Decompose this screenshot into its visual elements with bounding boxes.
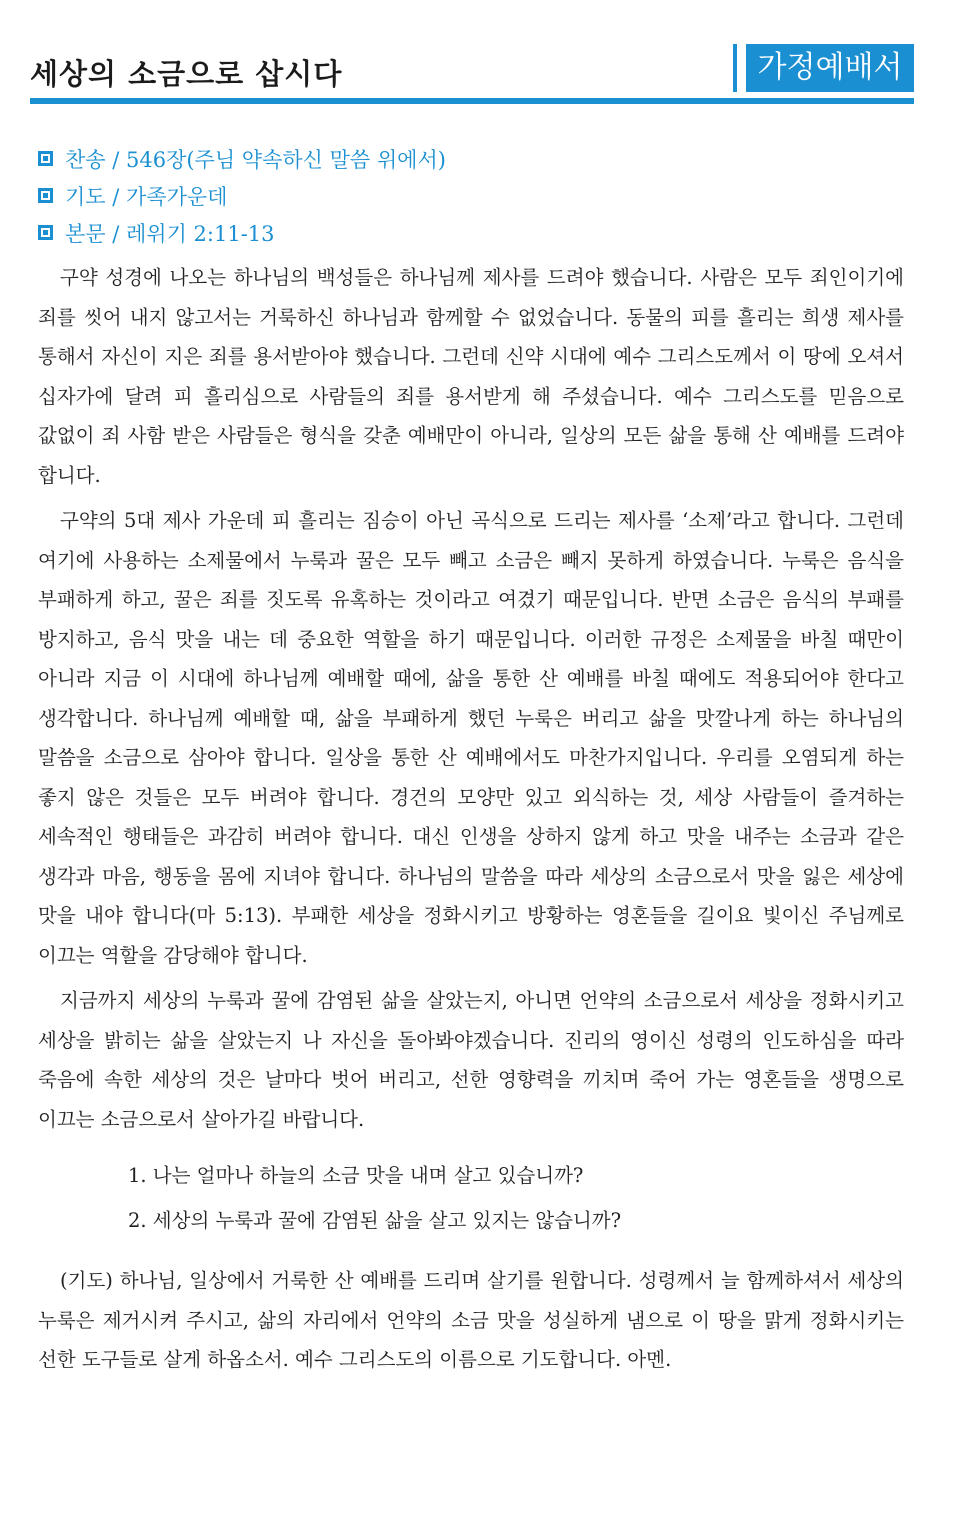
paragraph-1: 구약 성경에 나오는 하나님의 백성들은 하나님께 제사를 드려야 했습니다. 사람은 모두 죄인이기에 죄를 씻어 내지 않고서는 거룩하신 하나님과 함께할 수 없었습니다. 동물의 피를 흘리는 희생 제사를 통해서 자신이 지은 죄를 용서받아야 했습니다. 그런데 신약 시대에 예수 그리스도께서 이 땅에 오셔서 십자가에 달려 피 흘리심으로 사람들의 죄를 용서받게 해 주셨습니다. 예수 그리스도를 믿음으로 값없이 죄 사함 받은 사람들은 형식을 갖춘 예배만이 아니라, 일상의 모든 삶을 통해 산 예배를 드려야 합니다. <box>38 266 904 487</box>
tag-accent-bar <box>733 44 737 92</box>
header-rule <box>30 98 914 104</box>
question-2: 2. 세상의 누룩과 꿀에 감염된 삶을 살고 있지는 않습니까? <box>128 1209 622 1232</box>
closing-prayer: (기도) 하나님, 일상에서 거룩한 산 예배를 드리며 살기를 원합니다. 성령께서 늘 함께하셔서 세상의 누룩은 제거시켜 주시고, 삶의 자리에서 언약의 소금 맛을 성실하게 냄으로 이 땅을 맑게 정화시키는 선한 도구들로 살게 하옵소서. 예수 그리스도의 이름으로 기도합니다. 아멘. <box>38 1269 904 1371</box>
paragraph-2: 구약의 5대 제사 가운데 피 흘리는 짐승이 아닌 곡식으로 드리는 제사를 ‘소제’라고 합니다. 그런데 여기에 사용하는 소제물에서 누룩과 꿀은 모두 빼고 소금은 빼지 못하게 하였습니다. 누룩은 음식을 부패하게 하고, 꿀은 죄를 짓도록 유혹하는 것이라고 여겼기 때문입니다. 반면 소금은 음식의 부패를 방지하고, 음식 맛을 내는 데 중요한 역할을 하기 때문입니다. 이러한 규정은 소제물을 바칠 때만이 아니라 지금 이 시대에 하나님께 예배할 때에, 삶을 통한 산 예배를 바칠 때에도 적용되어야 한다고 생각합니다. 하나님께 예배할 때, 삶을 부패하게 했던 누룩은 버리고 삶을 맛깔나게 하는 하나님의 말씀을 소금으로 삼아야 합니다. 일상을 통한 산 예배에서도 마찬가지입니다. 우리를 오염되게 하는 좋지 않은 것들은 모두 버려야 합니다. 경건의 모양만 있고 외식하는 것, 세상 사람들이 즐겨하는 세속적인 행태들은 과감히 버려야 합니다. 대신 인생을 상하지 않게 하고 맛을 내주는 소금과 같은 생각과 마음, 행동을 몸에 지녀야 합니다. 하나님의 말씀을 따라 세상의 소금으로서 맛을 잃은 세상에 맛을 내야 합니다(마 5:13). 부패한 세상을 정화시키고 방황하는 영혼들을 길이요 빛이신 주님께로 이끄는 역할을 감당해야 합니다. <box>38 509 904 967</box>
page-title: 세상의 소금으로 삽시다 <box>30 57 343 91</box>
reflection-questions <box>38 1153 904 1243</box>
square-bullet-icon <box>38 151 53 166</box>
header <box>30 40 914 104</box>
question-1: 1. 나는 얼마나 하늘의 소금 맛을 내며 살고 있습니까? <box>128 1164 584 1187</box>
meta-hymn <box>38 140 908 177</box>
meta-list <box>38 140 908 251</box>
meta-prayer-text: 기도 / 가족가운데 <box>65 184 228 209</box>
meta-scripture <box>38 214 908 251</box>
meta-hymn-text: 찬송 / 546장(주님 약속하신 말씀 위에서) <box>65 147 446 172</box>
square-bullet-icon <box>38 188 53 203</box>
paragraph-3: 지금까지 세상의 누룩과 꿀에 감염된 삶을 살았는지, 아니면 언약의 소금으로서 세상을 정화시키고 세상을 밝히는 삶을 살았는지 나 자신을 돌아봐야겠습니다. 진리의 영이신 성령의 인도하심을 따라 죽음에 속한 세상의 것은 날마다 벗어 버리고, 선한 영향력을 끼치며 죽어 가는 영혼들을 생명으로 이끄는 소금으로서 살아가길 바랍니다. <box>38 989 904 1131</box>
section-tag: 가정예배서 <box>746 44 914 92</box>
square-bullet-icon <box>38 225 53 240</box>
body-text <box>38 258 904 1386</box>
meta-prayer <box>38 177 908 214</box>
meta-scripture-text: 본문 / 레위기 2:11-13 <box>65 221 275 246</box>
